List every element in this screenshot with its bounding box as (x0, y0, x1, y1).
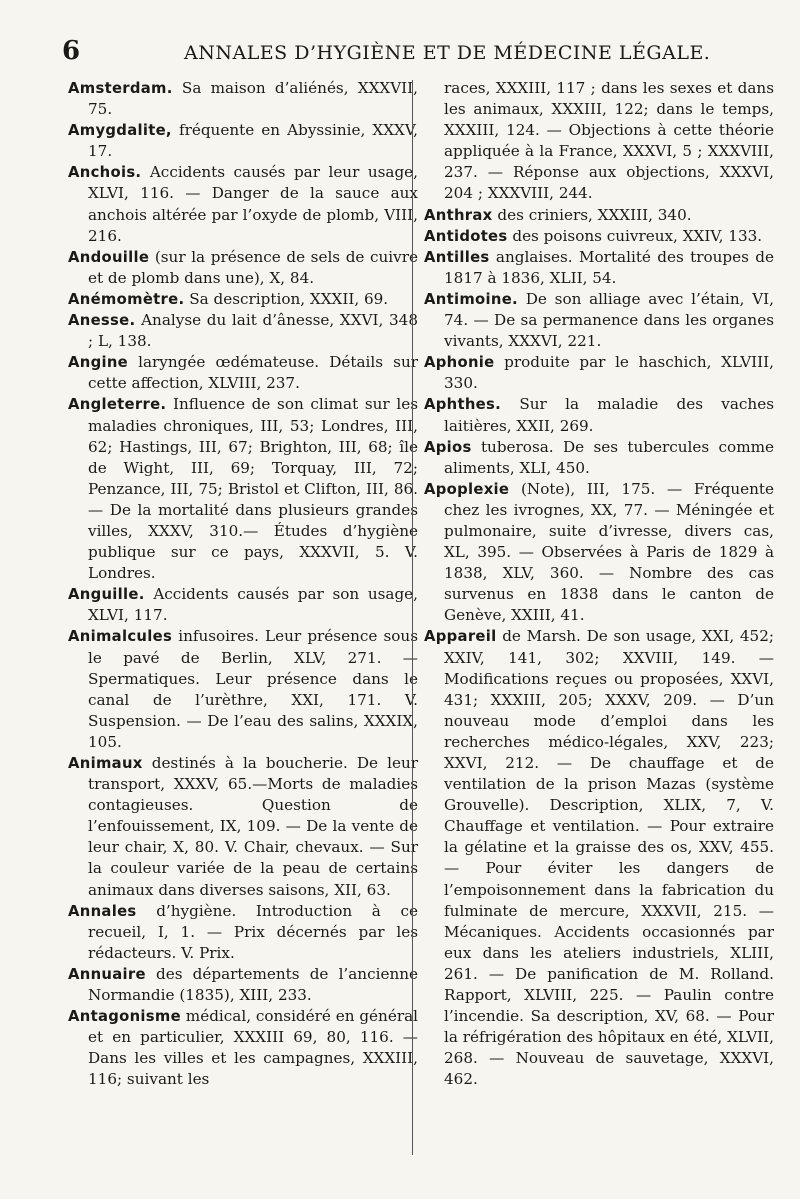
page-header (62, 36, 762, 76)
running-title: ANNALES D’HYGIÈNE ET DE MÉDECINE LÉGALE. (184, 42, 711, 64)
index-entry (424, 247, 774, 289)
index-entry (424, 626, 774, 1090)
entry-text: anglaises. Mortalité des troupes de 1817 à 1836, XLII, 54. (444, 247, 774, 287)
entry-text: races, XXXIII, 117 ; dans les sexes et dans les animaux, XXXIII, 122; dans le temps, XXXIII, 124. — Objections à cette théorie appliquée à la France, XXXVI, 5 ; XXXVIII, 237. — Réponse aux objections, XXXVI, 204 ; XXXVIII, 244. (444, 79, 774, 203)
entry-text: destinés à la boucherie. De leur transport, XXXV, 65.—Morts de maladies contagieuses. Question de l’enfouissement, IX, 109. — De la vente de leur chair, X, 80. V. Chair, chevaux. — Sur la couleur variée de la peau de certains animaux dans diverses saisons, XII, 63. (88, 754, 418, 899)
entry-headword: Antimoine. (424, 290, 518, 308)
entry-text: infusoires. Leur présence sous le pavé de Berlin, XLV, 271. — Spermatiques. Leur présence dans le canal de l’urèthre, XXI, 171. V. Suspension. — De l’eau des salins, XXXIX, 105. (88, 627, 418, 751)
index-entry (424, 479, 774, 627)
entry-headword: Anguille. (68, 586, 145, 604)
index-entry (424, 352, 774, 394)
index-entry (424, 394, 774, 436)
index-entry (68, 626, 418, 753)
entry-text: Sa description, XXXII, 69. (184, 289, 389, 308)
entry-text: fréquente en Abyssinie, XXXV, 17. (88, 121, 418, 161)
entry-headword: Antilles (424, 248, 490, 266)
entry-text: des criniers, XXXIII, 340. (492, 205, 692, 224)
entry-headword: Antidotes (424, 227, 508, 245)
entry-headword: Angine (68, 354, 129, 372)
index-entry (424, 437, 774, 479)
entry-headword: Angleterre. (68, 396, 167, 414)
entry-text: produite par le haschich, XLVIII, 330. (444, 353, 774, 393)
index-entry (68, 120, 418, 162)
index-entry (424, 226, 774, 247)
entry-headword: Anesse. (68, 312, 136, 330)
entry-headword: Aphthes. (424, 396, 502, 414)
entry-headword: Aphonie (424, 354, 495, 372)
entry-text: tuberosa. De ses tubercules comme aliments, XLI, 450. (444, 437, 774, 477)
entry-text: Accidents causés par son usage, XLVI, 117. (88, 585, 418, 625)
index-entry (68, 901, 418, 964)
entry-text: De son alliage avec l’étain, VI, 74. — De sa permanence dans les organes vivants, XXXVI, 221. (444, 289, 774, 351)
index-entry (68, 394, 418, 584)
entry-headword: Amygdalite, (68, 122, 172, 140)
entry-text: de Marsh. De son usage, XXI, 452; XXIV, 141, 302; XXVIII, 149. — Modifications reçues ou proposées, XXVI, 431; XXXIII, 205; XXXV, 209. — D’un nouveau mode d’emploi dans les recherches médico-légales, XXV, 223; XXVI, 212. — De chauffage et de ventilation de la prison Mazas (système Grouvelle). Description, XLIX, 7, V. Chauffage et ventilation. — Pour extraire la gélatine et la graisse des os, XXV, 455. — Pour éviter les dangers de l’empoisonnement dans la fabrication du fulminate de mercure, XXXVII, 215. — Mécaniques. Accidents occasionnés par eux dans les ateliers industriels, XLIII, 261. — De panification de M. Rolland. Rapport, XLVIII, 225. — Paulin contre l’incendie. Sa description, XV, 68. — Pour la réfrigération des hôpitaux en été, XLVII, 268. — Nouveau de sauvetage, XXXVI, 462. (444, 627, 774, 1089)
left-column (68, 78, 418, 1091)
entry-headword: Anchois. (68, 164, 142, 182)
entry-text: médical, considéré en général et en particulier, XXXIII 69, 80, 116. — Dans les villes et les campagnes, XXXIII, 116; suivant les (88, 1007, 418, 1089)
entry-headword: Apoplexie (424, 480, 510, 498)
entry-text: des poisons cuivreux, XXIV, 133. (507, 226, 763, 245)
entry-headword: Anthrax (424, 206, 493, 224)
entry-text: (Note), III, 175. — Fréquente chez les ivrognes, XX, 77. — Méningée et pulmonaire, suite d’ivresse, divers cas, XL, 395. — Observées à Paris de 1829 à 1838, XLV, 360. — Nombre des cas survenus en 1838 dans le canton de Genève, XXIII, 41. (444, 479, 774, 625)
index-entry (68, 584, 418, 626)
entry-headword: Amsterdam. (68, 80, 173, 97)
column-divider (412, 80, 413, 1155)
entry-headword: Annales (68, 902, 137, 920)
index-entry (424, 289, 774, 352)
index-entry (424, 205, 774, 226)
entry-headword: Annuaire (68, 965, 146, 983)
entry-headword: Anémomètre. (68, 290, 185, 308)
index-entry (68, 1006, 418, 1090)
entry-text: d’hygiène. Introduction à ce recueil, I, 1. — Prix décernés par les rédacteurs. V. Prix. (88, 901, 418, 962)
entry-headword: Andouille (68, 248, 150, 266)
entry-headword: Animaux (68, 755, 143, 772)
index-entry (68, 352, 418, 394)
index-entry (68, 310, 418, 352)
index-entry-continuation (424, 78, 774, 205)
entry-text: (sur la présence de sels de cuivre et de plomb dans une), X, 84. (88, 247, 418, 287)
index-entry (68, 78, 418, 120)
entry-text: Sa maison d’aliénés, XXXVII, 75. (88, 79, 418, 119)
index-entry (68, 753, 418, 901)
entry-text: Sur la maladie des vaches laitières, XXII, 269. (444, 395, 774, 435)
entry-text: Accidents causés par leur usage, XLVI, 116. — Danger de la sauce aux anchois altérée par l’oxyde de plomb, VIII, 216. (88, 163, 418, 245)
entry-text: Influence de son climat sur les maladies chroniques, III, 53; Londres, III, 62; Hastings, III, 67; Brighton, III, 68; île de Wight, III, 69; Torquay, III, 72; Penzance, III, 75; Bristol et Clifton, III, 86. — De la mortalité dans plusieurs grandes villes, XXXV, 310.— Études d’hygiène publique sur ce pays, XXXVII, 5. V. Londres. (88, 395, 418, 583)
index-entry (68, 964, 418, 1006)
entry-text: laryngée œdémateuse. Détails sur cette affection, XLVIII, 237. (88, 353, 418, 393)
entry-headword: Apios (424, 438, 472, 456)
index-entry (68, 247, 418, 289)
entry-headword: Animalcules (68, 628, 173, 646)
entry-text: Analyse du lait d’ânesse, XXVI, 348 ; L, 138. (88, 311, 418, 351)
index-entry (68, 162, 418, 246)
page-number: 6 (62, 36, 81, 66)
entry-headword: Appareil (424, 628, 497, 646)
entry-headword: Antagonisme (68, 1008, 181, 1026)
right-column (424, 78, 774, 1091)
entry-text: des départements de l’ancienne Normandie (1835), XIII, 233. (88, 964, 418, 1005)
index-entry (68, 289, 418, 310)
